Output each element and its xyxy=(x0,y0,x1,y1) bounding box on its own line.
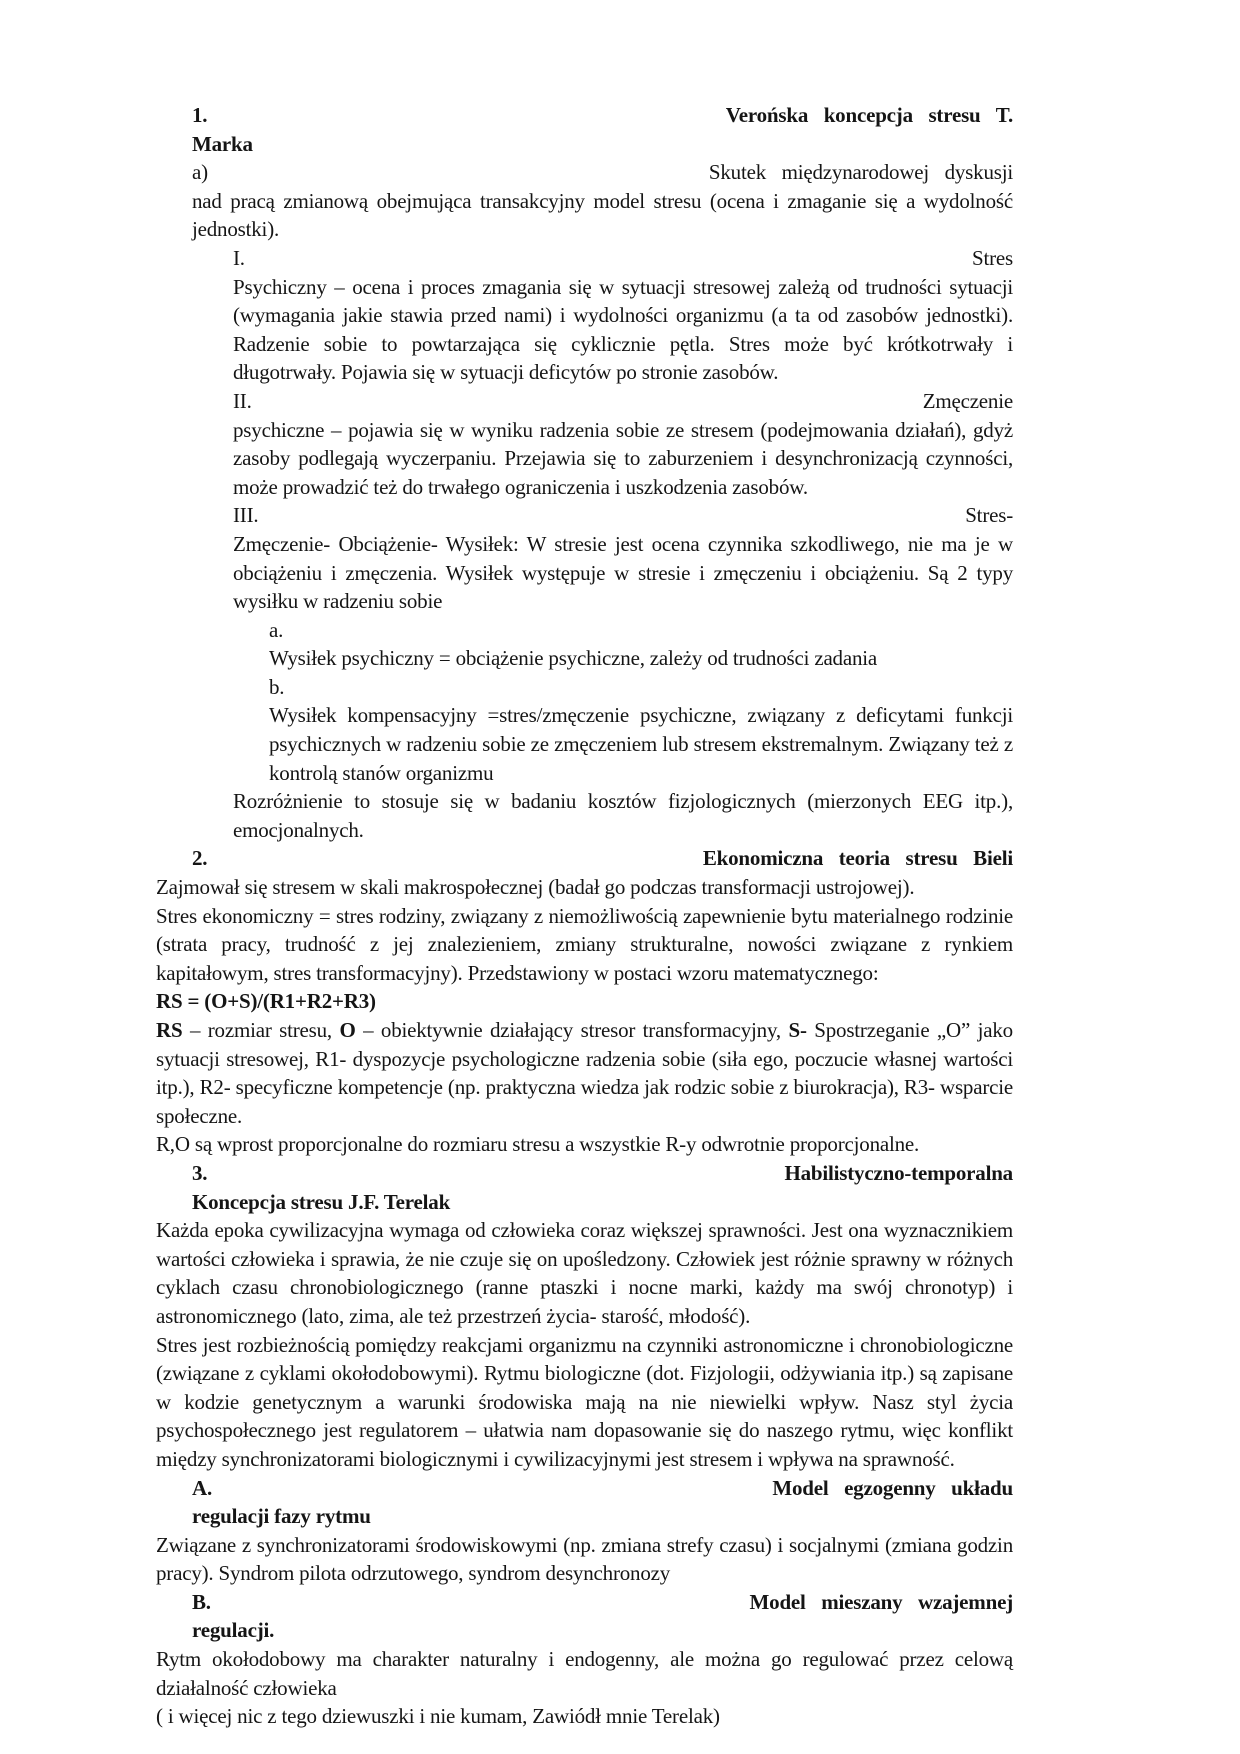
paragraph: Koncepcja stresu J.F. Terelak xyxy=(192,1189,451,1214)
heading-text: Zmęczenie xyxy=(922,388,1013,413)
list-marker: III. xyxy=(233,503,259,528)
heading-text: Ekonomiczna teoria stresu Bieli xyxy=(702,846,1013,871)
heading-text: Stres xyxy=(971,245,1013,270)
text-segment: O xyxy=(339,1018,356,1042)
paragraph: Wysiłek psychiczny = obciążenie psychiczne, zależy od trudności zadania xyxy=(269,646,878,671)
paragraph: ( i więcej nic z tego dziewuszki i nie kumam, Zawiódł mnie Terelak) xyxy=(156,1704,720,1729)
list-marker: a. xyxy=(269,617,284,642)
list-marker: b. xyxy=(269,674,285,699)
heading-text: Skutek międzynarodowej dyskusji xyxy=(708,160,1013,185)
text-segment: – obiektywnie działający stresor transformacyjny, xyxy=(355,1018,789,1042)
paragraph: Związane z synchronizatorami środowiskowymi (np. zmiana strefy czasu) i socjalnymi (zmiana godzin pracy). Syndrom pilota odrzutowego, syndrom desynchronozy xyxy=(156,1532,1013,1586)
list-marker: 1. xyxy=(192,103,208,127)
list-heading-line xyxy=(192,844,1013,873)
list-heading-line xyxy=(269,616,1013,645)
paragraph: R,O są wprost proporcjonalne do rozmiaru stresu a wszystkie R-y odwrotnie proporcjonalne. xyxy=(156,1132,920,1157)
list-heading-line xyxy=(192,1588,1013,1617)
list-heading-line xyxy=(233,244,1013,273)
list-marker: I. xyxy=(233,245,245,270)
paragraph: psychiczne – pojawia się w wyniku radzenia sobie ze stresem (podejmowania działań), gdyż zasoby podlegają wyczerpaniu. Przejawia się to zaburzeniem i desynchronizacją czynności, może prowadzić też do trwałego ograniczenia i uszkodzenia zasobów. xyxy=(233,417,1013,499)
heading-text: Stres- xyxy=(965,503,1013,528)
list-marker: B. xyxy=(192,1589,211,1614)
paragraph: Marka xyxy=(192,131,253,156)
paragraph: regulacji. xyxy=(192,1618,275,1643)
list-heading-line xyxy=(192,101,1013,130)
paragraph: nad pracą zmianową obejmująca transakcyjny model stresu (ocena i zmaganie się a wydolność jednostki). xyxy=(192,188,1013,242)
list-heading-line xyxy=(269,673,1013,702)
paragraph: regulacji fazy rytmu xyxy=(192,1504,371,1529)
list-heading-line xyxy=(192,1159,1013,1188)
paragraph: RS = (O+S)/(R1+R2+R3) xyxy=(156,989,376,1014)
text-segment: – rozmiar stresu, xyxy=(182,1018,340,1042)
list-marker: II. xyxy=(233,388,252,413)
paragraph: Stres ekonomiczny = stres rodziny, związany z niemożliwością zapewnienie bytu materialnego rodzinie (strata pracy, trudność z jej znalezieniem, zmiany strukturalne, nowości związane z rynkiem kapitałowym, stres transformacyjny). Przedstawiony w postaci wzoru matematycznego: xyxy=(156,903,1013,985)
paragraph: Zajmował się stresem w skali makrospołecznej (badał go podczas transformacji ustrojowej). xyxy=(156,875,915,900)
list-marker: A. xyxy=(192,1475,213,1500)
list-heading-line xyxy=(233,501,1013,530)
heading-text: Verońska koncepcja stresu T. xyxy=(725,103,1013,127)
paragraph xyxy=(156,1016,1013,1130)
paragraph: Każda epoka cywilizacyjna wymaga od człowieka coraz większej sprawności. Jest ona wyznacznikiem wartości człowieka i sprawia, że nie czuje się on upośledzony. Człowiek jest różnie sprawny w różnych cyklach czasu chronobiologicznego (ranne ptaszki i nocne marki, każdy ma swój chronotyp) i astronomicznego (lato, zima, ale też przestrzeń życia- starość, młodość). xyxy=(156,1218,1013,1328)
text-segment: RS xyxy=(156,1018,183,1042)
heading-text: Model mieszany wzajemnej xyxy=(749,1589,1013,1614)
list-marker: a) xyxy=(192,160,208,185)
paragraph: Rozróżnienie to stosuje się w badaniu kosztów fizjologicznych (mierzonych EEG itp.), emocjonalnych. xyxy=(233,789,1013,842)
paragraph: Zmęczenie- Obciążenie- Wysiłek: W stresie jest ocena czynnika szkodliwego, nie ma je w obciążeniu i zmęczenia. Wysiłek występuje w stresie i zmęczeniu i obciążeniu. Są 2 typy wysiłku w radzeniu sobie xyxy=(233,531,1013,614)
list-heading-line xyxy=(233,387,1013,416)
list-heading-line xyxy=(192,158,1013,187)
heading-text: Habilistyczno-temporalna xyxy=(784,1160,1013,1185)
list-marker: 3. xyxy=(192,1160,208,1185)
paragraph: Stres jest rozbieżnością pomiędzy reakcjami organizmu na czynniki astronomiczne i chronobiologiczne (związane z cyklami okołodobowymi). Rytmu biologiczne (dot. Fizjologii, odżywiania itp.) są zapisane w kodzie genetycznym a warunki środowiska mają na nie niewielki wpływ. Nasz styl życia psychospołecznego jest regulatorem – ułatwia nam dopasowanie się do naszego rytmu, więc konflikt między synchronizatorami biologicznymi i cywilizacyjnymi jest stresem i wpływa na sprawność. xyxy=(156,1332,1013,1471)
paragraph: Psychiczny – ocena i proces zmagania się w sytuacji stresowej zależą od trudności sytuacji (wymagania jakie stawia przed nami) i wydolności organizmu (a ta od zasobów jednostki). Radzenie sobie to powtarzająca się cyklicznie pętla. Stres może być krótkotrwały i długotrwały. Pojawia się w sytuacji deficytów po stronie zasobów. xyxy=(233,274,1013,385)
text-segment: Spostrzeganie „O” jako sytuacji stresowej, R1- dyspozycje psychologiczne radzenia sobie (siła ego, poczucie własnej wartości itp.), R2- specyficzne kompetencje (np. praktyczna wiedza jak rodzic sobie z biurokracja), R3- wsparcie społeczne. xyxy=(156,1018,1013,1128)
paragraph: Rytm okołodobowy ma charakter naturalny i endogenny, ale można go regulować przez celową działalność człowieka xyxy=(156,1647,1013,1700)
list-marker: 2. xyxy=(192,846,208,871)
list-heading-line xyxy=(192,1474,1013,1503)
paragraph: Wysiłek kompensacyjny =stres/zmęczenie psychiczne, związany z deficytami funkcji psychicznych w radzeniu sobie ze zmęczeniem lub stresem ekstremalnym. Związany też z kontrolą stanów organizmu xyxy=(269,703,1013,785)
heading-text: Model egzogenny układu xyxy=(772,1475,1013,1500)
text-segment: S- xyxy=(788,1018,807,1042)
